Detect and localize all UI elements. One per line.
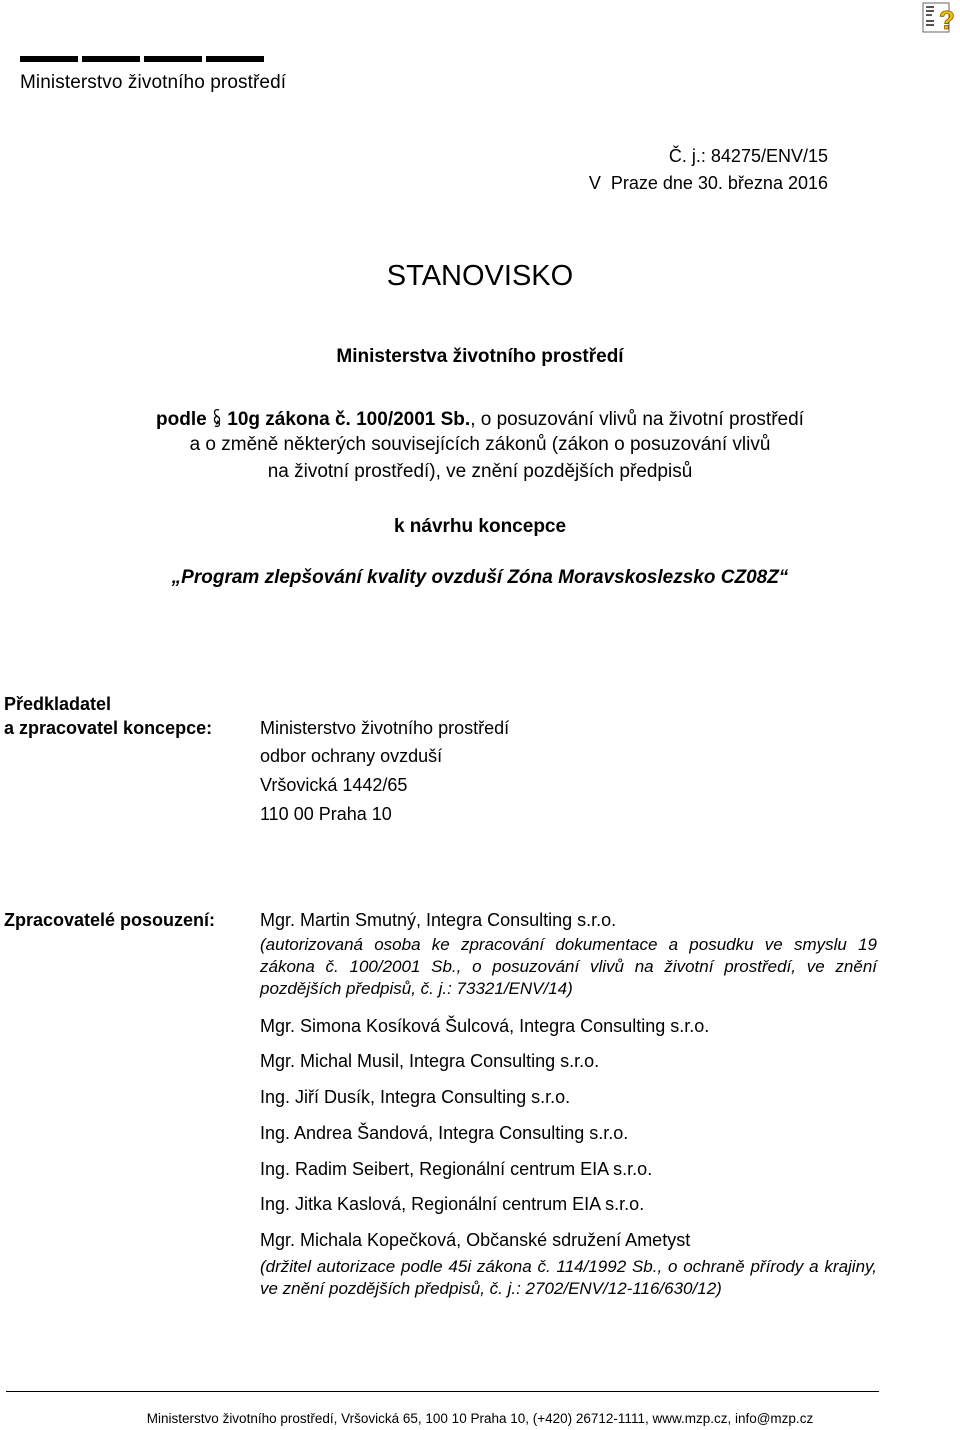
assessor-item: Mgr. Simona Kosíková Šulcová, Integra Consulting s.r.o.: [260, 1016, 710, 1036]
submitter-street: Vršovická 1442/65: [260, 775, 408, 795]
assessor-item: Ing. Jiří Dusík, Integra Consulting s.r.o.: [260, 1087, 571, 1107]
assessors-label: Zpracovatelé posouzení:: [4, 910, 216, 930]
assessor-item: Ing. Andrea Šandová, Integra Consulting s.r.o.: [260, 1123, 629, 1143]
assessor-item: Ing. Radim Seibert, Regionální centrum EIA s.r.o.: [260, 1159, 653, 1179]
ministry-logo-text: Ministerstvo životního prostředí: [20, 72, 287, 93]
legal-basis-bold-start: podle: [156, 409, 212, 430]
footer-divider: [6, 1391, 879, 1392]
concept-intro: k návrhu koncepce: [393, 516, 567, 537]
legal-basis-line-2: a o změně některých souvisejících zákonů (zákon o posuzování vlivů: [189, 434, 771, 455]
svg-text:?: ?: [939, 5, 955, 34]
assessor-item: Mgr. Michala Kopečková, Občanské sdružení Ametyst: [260, 1230, 691, 1250]
submitter-org: Ministerstvo životního prostředí: [260, 718, 510, 738]
submitter-label-line-1: Předkladatel: [4, 694, 112, 714]
document-title: STANOVISKO: [386, 260, 574, 292]
ministry-logo-bars: [20, 56, 264, 62]
footer-contact: Ministerstvo životního prostředí, Vršovická 65, 100 10 Praha 10, (+420) 26712-1111, www.mzp.cz, info@mzp.cz: [146, 1411, 814, 1426]
submitter-label-line-2: a zpracovatel koncepce:: [4, 718, 213, 738]
document-date: V Praze dne 30. března 2016: [588, 173, 828, 193]
assessor-authorization-note: (autorizovaná osoba ke zpracování dokumentace a posudku ve smyslu 19 zákona č. 100/2001 Sb., o posuzování vlivů na životní prostředí, ve znění pozdějších předpisů, č. j.: 73321/ENV/14): [260, 935, 877, 998]
legal-basis-line-3: na životní prostředí), ve znění pozdějších předpisů: [267, 461, 693, 482]
concept-name: „Program zlepšování kvality ovzduší Zóna Moravskoslezsko CZ08Z“: [171, 567, 789, 588]
legal-basis-text: 10g zákona č. 100/2001 Sb., o posuzování vlivů na životní prostředí: [222, 409, 804, 430]
assessor-primary: Mgr. Martin Smutný, Integra Consulting s.r.o.: [260, 910, 617, 930]
submitter-city: 110 00 Praha 10: [260, 804, 392, 824]
assessor-last-note: (držitel autorizace podle 45i zákona č. 114/1992 Sb., o ochraně přírody a krajiny, ve znění pozdějších předpisů, č. j.: 2702/ENV/12-116/630/12): [260, 1257, 877, 1298]
document-question-icon: [922, 2, 956, 34]
issuer: Ministerstva životního prostředí: [336, 346, 624, 367]
assessor-item: Mgr. Michal Musil, Integra Consulting s.r.o.: [260, 1051, 600, 1071]
reference-number: Č. j.: 84275/ENV/15: [668, 146, 828, 166]
paragraph-sign-icon: [212, 407, 222, 429]
submitter-department: odbor ochrany ovzduší: [260, 746, 443, 766]
legal-basis-line-1: [0, 407, 960, 431]
assessor-item: Ing. Jitka Kaslová, Regionální centrum EIA s.r.o.: [260, 1194, 645, 1214]
